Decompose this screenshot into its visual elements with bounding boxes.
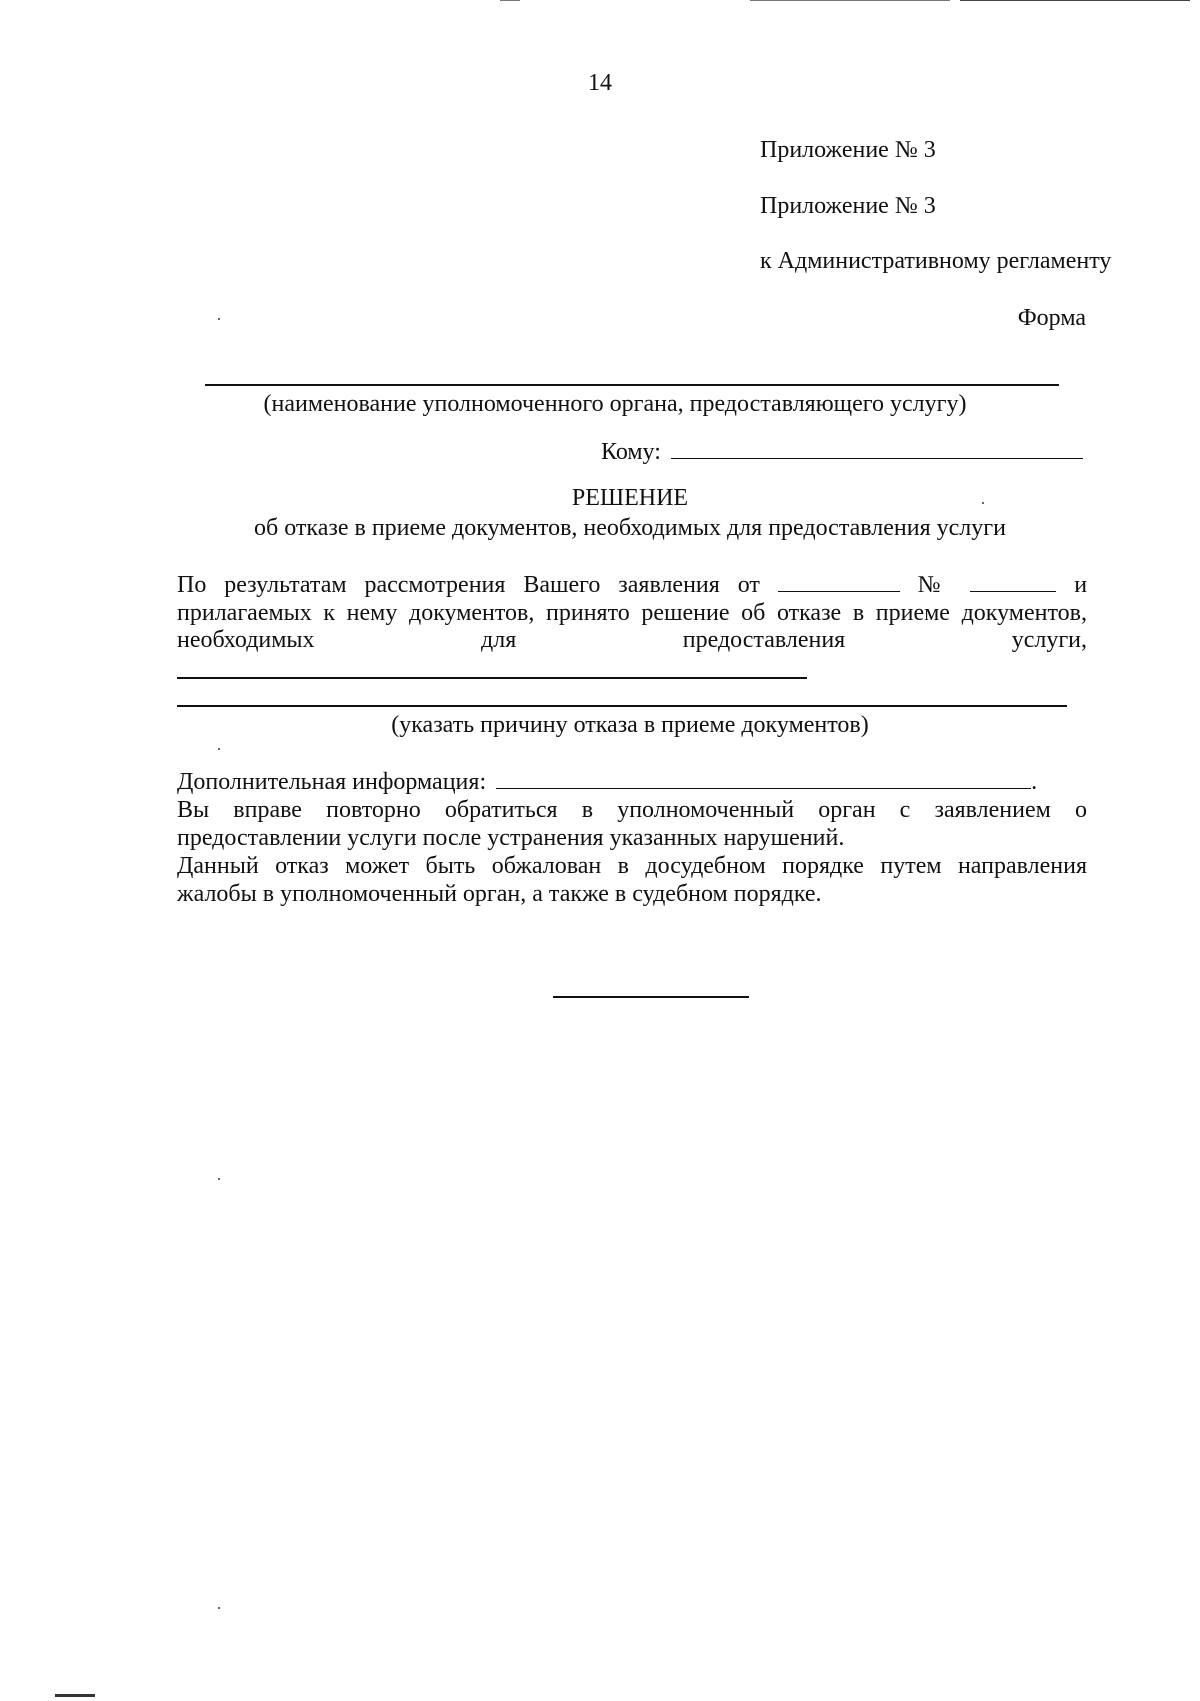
- recipient-field: [671, 440, 1083, 459]
- appendix-label: Приложение № 3: [760, 137, 936, 163]
- scan-artifact: [500, 0, 520, 1]
- end-separator: [553, 996, 749, 998]
- body-line-3: [177, 627, 1087, 654]
- application-date-field: [778, 573, 900, 592]
- decision-subtitle: об отказе в приеме документов, необходимых для предоставления услуги: [254, 515, 1006, 541]
- body-line-6: предоставлении услуги после устранения указанных нарушений.: [177, 825, 845, 851]
- body-line-1: [177, 572, 1087, 599]
- scan-artifact: [55, 1694, 95, 1697]
- scan-dot: [218, 318, 220, 320]
- scan-artifact: [960, 0, 1190, 1]
- number-sign: №: [917, 572, 953, 598]
- additional-info-field: [496, 770, 1031, 789]
- regulation-reference: к Административному регламенту: [760, 248, 1112, 274]
- body-word: Вашего: [523, 572, 601, 598]
- body-word: По: [177, 572, 207, 598]
- additional-info-row: [177, 769, 1037, 796]
- scan-artifact: [750, 0, 950, 1]
- body-line-2: прилагаемых к нему документов, принято решение об отказе в приеме документов,: [177, 600, 1087, 626]
- authority-name-line: [205, 384, 1059, 386]
- body-word: необходимых: [177, 627, 315, 653]
- reason-caption: (указать причину отказа в приеме документов): [391, 712, 869, 738]
- reason-line-2: [177, 705, 1067, 707]
- scan-dot: [218, 1607, 220, 1609]
- decision-title: РЕШЕНИЕ: [571, 485, 689, 511]
- application-number-field: [970, 573, 1056, 592]
- body-word: заявления: [618, 572, 720, 598]
- body-line-8: жалобы в уполномоченный орган, а также в судебном порядке.: [177, 881, 822, 907]
- body-line-5: Вы вправе повторно обратиться в уполномоченный орган с заявлением о: [177, 797, 1087, 823]
- reason-line-1: [177, 677, 807, 679]
- body-word: от: [737, 572, 760, 598]
- body-word: результатам: [224, 572, 347, 598]
- body-word: предоставления: [682, 627, 846, 653]
- additional-info-label: Дополнительная информация:: [177, 769, 487, 795]
- scan-dot: [218, 1178, 220, 1180]
- body-word: для: [481, 627, 517, 653]
- appendix-label-repeat: Приложение № 3: [760, 193, 936, 219]
- recipient-label: Кому:: [601, 439, 661, 465]
- recipient-row: [601, 439, 1083, 466]
- additional-info-period: .: [1031, 769, 1038, 795]
- scan-dot: [218, 748, 220, 750]
- body-word: рассмотрения: [364, 572, 506, 598]
- body-word: услуги,: [1011, 627, 1088, 653]
- form-label: Форма: [1017, 305, 1086, 331]
- body-line-7: Данный отказ может быть обжалован в досудебном порядке путем направления: [177, 853, 1087, 879]
- body-word: и: [1074, 572, 1088, 598]
- page-number: 14: [588, 70, 612, 96]
- authority-caption: (наименование уполномоченного органа, предоставляющего услугу): [263, 391, 967, 417]
